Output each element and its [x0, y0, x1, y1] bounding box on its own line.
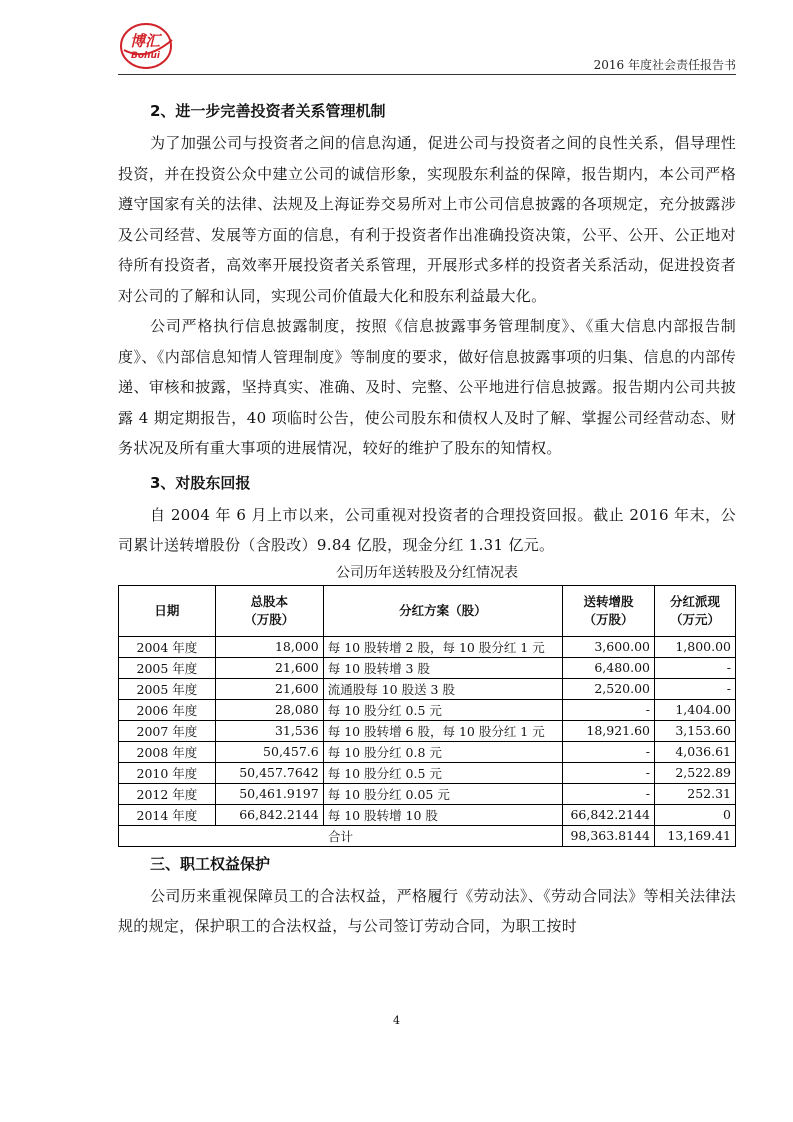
cell-bonus: 3,600.00: [563, 636, 655, 657]
cell-dividend: 0: [655, 804, 736, 825]
section-heading-investor: 2、进一步完善投资者关系管理机制: [150, 102, 386, 120]
table-total-row: [119, 825, 736, 846]
table-row: [119, 678, 736, 699]
cell-total: 31,536: [215, 720, 323, 741]
cell-date: 2005 年度: [119, 678, 216, 699]
cell-total: 21,600: [215, 657, 323, 678]
header-total-shares: 总股本 （万股）: [215, 585, 323, 636]
table-row: [119, 720, 736, 741]
cell-dividend: -: [655, 678, 736, 699]
cell-total-bonus: 98,363.8144: [563, 825, 655, 846]
cell-total: 50,461.9197: [215, 783, 323, 804]
paragraph: 自 2004 年 6 月上市以来，公司重视对投资者的合理投资回报。截止 2016 年末，公司累计送转增股份（含股改）9.84 亿股，现金分红 1.31 亿元。: [118, 505, 736, 554]
cell-date: 2014 年度: [119, 804, 216, 825]
header-divider: [118, 74, 736, 75]
table-header-row: [119, 585, 736, 636]
table-row: [119, 741, 736, 762]
cell-dividend: 1,800.00: [655, 636, 736, 657]
logo-emblem: [118, 20, 178, 72]
cell-dividend: -: [655, 657, 736, 678]
cell-dividend: 2,522.89: [655, 762, 736, 783]
cell-total-dividend: 13,169.41: [655, 825, 736, 846]
paragraph: 为了加强公司与投资者之间的信息沟通，促进公司与投资者之间的良性关系，倡导理性投资，并在投资公众中建立公司的诚信形象，实现股东利益的保障，报告期内，本公司严格遵守国家有关的法律、法规及上海证券交易所对上市公司信息披露的各项规定，充分披露涉及公司经营、发展等方面的信息，有利于投资者作出准确投资决策，公平、公开、公正地对待所有投资者，高效率开展投资者关系管理，开展形式多样的投资者关系活动，促进投资者对公司的了解和认同，实现公司价值最大化和股东利益最大化。: [118, 134, 736, 305]
cell-total: 50,457.7642: [215, 762, 323, 783]
cell-date: 2006 年度: [119, 699, 216, 720]
cell-bonus: -: [563, 741, 655, 762]
table-row: [119, 783, 736, 804]
cell-total: 21,600: [215, 678, 323, 699]
cell-plan: 每 10 股转增 6 股，每 10 股分红 1 元: [323, 720, 562, 741]
cell-dividend: 3,153.60: [655, 720, 736, 741]
cell-bonus: 18,921.60: [563, 720, 655, 741]
section-heading-employee: 三、职工权益保护: [150, 854, 271, 873]
section-heading-return: 3、对股东回报: [150, 473, 251, 492]
table-row: [119, 762, 736, 783]
bohui-logo: [118, 20, 178, 72]
table-row: [119, 699, 736, 720]
cell-dividend: 1,404.00: [655, 699, 736, 720]
cell-date: 2004 年度: [119, 636, 216, 657]
report-title: 2016 年度社会责任报告书: [593, 58, 736, 72]
table-row: [119, 657, 736, 678]
header-date: 日期: [119, 585, 216, 636]
table-title: 公司历年送转股及分红情况表: [336, 564, 518, 581]
cell-total: 66,842.2144: [215, 804, 323, 825]
cell-dividend: 4,036.61: [655, 741, 736, 762]
cell-plan: 每 10 股转增 2 股，每 10 股分红 1 元: [323, 636, 562, 657]
logo-text-en: Bohui: [131, 51, 160, 61]
cell-total: 50,457.6: [215, 741, 323, 762]
table-row: [119, 636, 736, 657]
paragraph: 公司历来重视保障员工的合法权益，严格履行《劳动法》、《劳动合同法》等相关法律法规的规定，保护职工的合法权益，与公司签订劳动合同，为职工按时: [118, 886, 736, 935]
cell-total-label: 合计: [119, 825, 563, 846]
cell-total: 18,000: [215, 636, 323, 657]
header-plan: 分红方案（股）: [323, 585, 562, 636]
table-row: [119, 804, 736, 825]
cell-bonus: -: [563, 783, 655, 804]
logo-text-cn: 博汇: [130, 32, 161, 50]
cell-date: 2008 年度: [119, 741, 216, 762]
cell-dividend: 252.31: [655, 783, 736, 804]
page-number: 4: [393, 1014, 400, 1027]
cell-bonus: 66,842.2144: [563, 804, 655, 825]
page-content: [118, 92, 736, 942]
cell-plan: 每 10 股转增 3 股: [323, 657, 562, 678]
cell-date: 2010 年度: [119, 762, 216, 783]
cell-bonus: -: [563, 762, 655, 783]
header-bonus-shares: 送转增股 （万股）: [563, 585, 655, 636]
cell-plan: 每 10 股分红 0.5 元: [323, 699, 562, 720]
cell-date: 2007 年度: [119, 720, 216, 741]
cell-plan: 流通股每 10 股送 3 股: [323, 678, 562, 699]
cell-plan: 每 10 股分红 0.5 元: [323, 762, 562, 783]
paragraph: 公司严格执行信息披露制度，按照《信息披露事务管理制度》、《重大信息内部报告制度》、《内部信息知情人管理制度》等制度的要求，做好信息披露事项的归集、信息的内部传递、审核和披露，坚持真实、准确、及时、完整、公平地进行信息披露。报告期内公司共披露 4 期定期报告，40 项临时公告，使公司股东和债权人及时了解、掌握公司经营动态、财务状况及所有重大事项的进展情况，较好的维护了股东的知情权。: [118, 317, 736, 457]
cell-date: 2012 年度: [119, 783, 216, 804]
cell-bonus: 6,480.00: [563, 657, 655, 678]
header-dividend: 分红派现 （万元）: [655, 585, 736, 636]
cell-date: 2005 年度: [119, 657, 216, 678]
cell-plan: 每 10 股转增 10 股: [323, 804, 562, 825]
dividend-table: [118, 585, 736, 847]
cell-bonus: 2,520.00: [563, 678, 655, 699]
cell-plan: 每 10 股分红 0.8 元: [323, 741, 562, 762]
cell-bonus: -: [563, 699, 655, 720]
cell-total: 28,080: [215, 699, 323, 720]
cell-plan: 每 10 股分红 0.05 元: [323, 783, 562, 804]
page-header: [118, 20, 736, 76]
